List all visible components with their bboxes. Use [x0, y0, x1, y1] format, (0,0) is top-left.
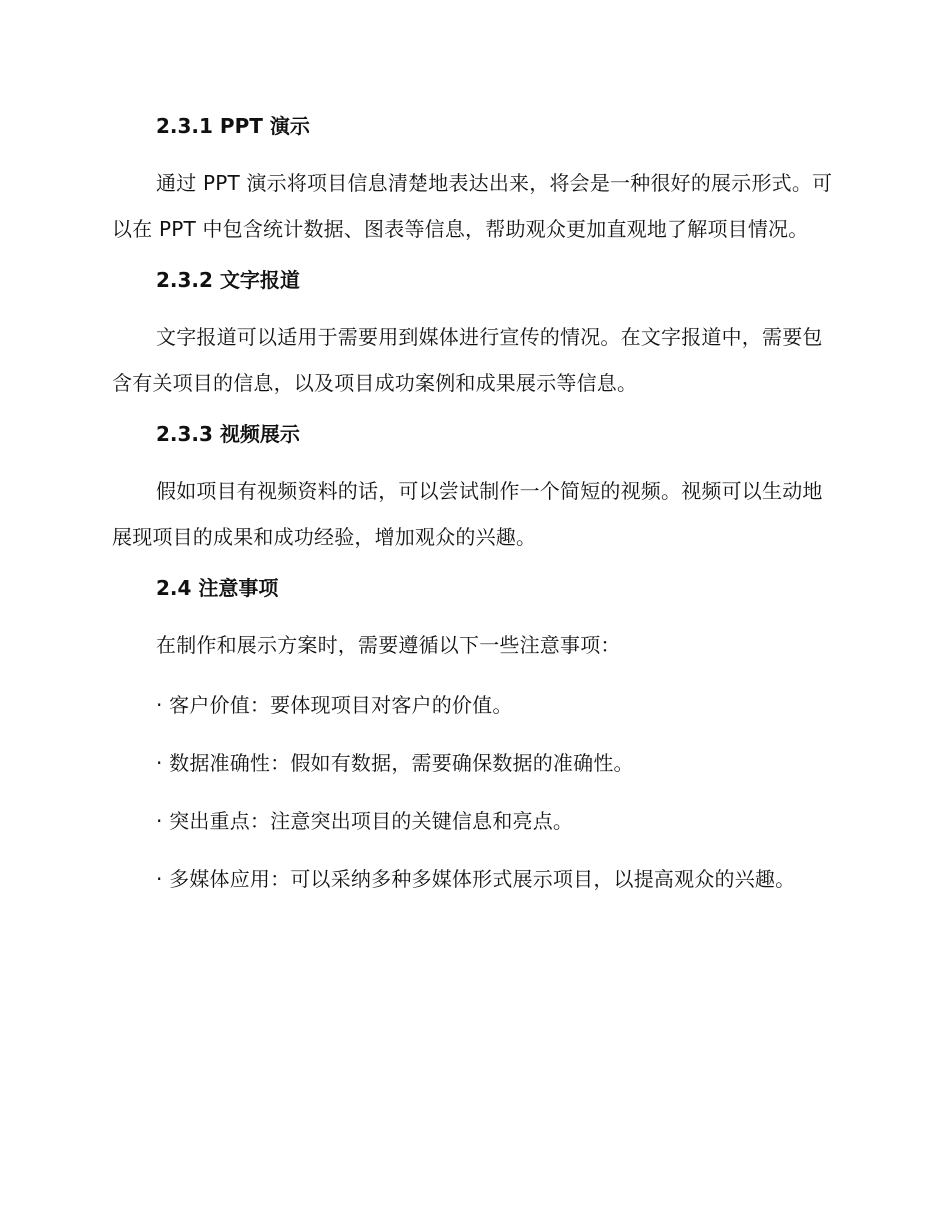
section-heading-ppt: 2.3.1 PPT 演示: [156, 114, 310, 138]
bullet-item-data-accuracy: · 数据准确性：假如有数据，需要确保数据的准确性。: [156, 751, 634, 775]
bullet-item-customer-value: · 客户价值：要体现项目对客户的价值。: [156, 693, 513, 717]
section-heading-text-report: 2.3.2 文字报道: [156, 268, 300, 292]
section-paragraph-ppt: 通过 PPT 演示将项目信息清楚地表达出来，将会是一种很好的展示形式。可以在 PPT 中包含统计数据、图表等信息，帮助观众更加直观地了解项目情况。: [112, 171, 833, 241]
section-paragraph-text-report: 文字报道可以适用于需要用到媒体进行宣传的情况。在文字报道中，需要包含有关项目的信息，以及项目成功案例和成果展示等信息。: [112, 325, 823, 395]
section-paragraph-notes: 在制作和展示方案时，需要遵循以下一些注意事项：: [156, 633, 621, 657]
section-heading-video: 2.3.3 视频展示: [156, 422, 300, 446]
section-paragraph-video: 假如项目有视频资料的话，可以尝试制作一个简短的视频。视频可以生动地展现项目的成果和成功经验，增加观众的兴趣。: [112, 479, 823, 549]
bullet-item-multimedia: · 多媒体应用：可以采纳多种多媒体形式展示项目，以提高观众的兴趣。: [156, 867, 796, 891]
section-heading-notes: 2.4 注意事项: [156, 576, 279, 600]
bullet-item-highlights: · 突出重点：注意突出项目的关键信息和亮点。: [156, 809, 574, 833]
